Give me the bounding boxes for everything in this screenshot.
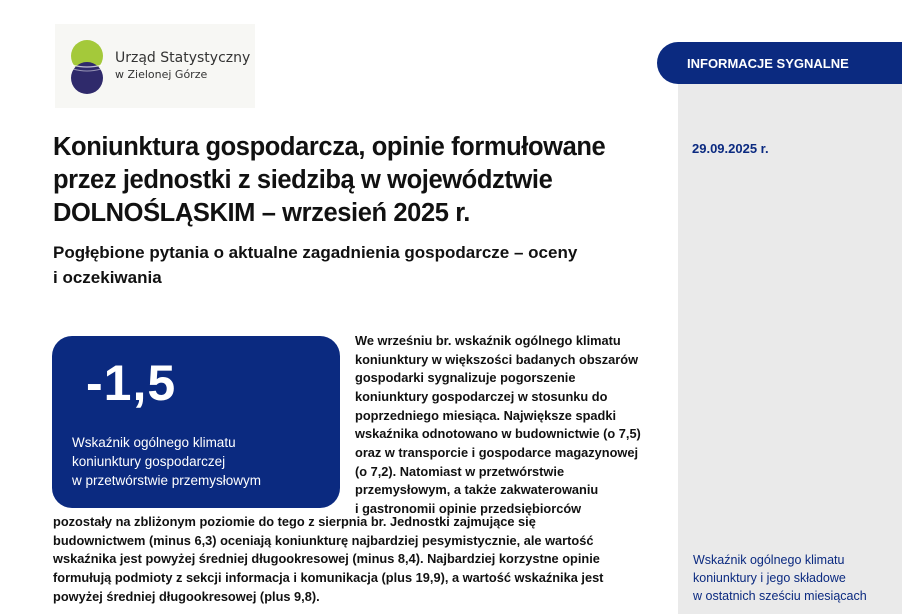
kpi-value: -1,5 [86, 355, 177, 411]
logo-line-1: Urząd Statystyczny [115, 50, 251, 66]
body-line: wskaźnika jest powyżej średniej długookresowej (minus 8,4). Najbardziej korzystne opinie [53, 551, 600, 567]
title-line: przez jednostki z siedzibą w województwie [53, 166, 553, 195]
body-line: powyżej średniej długookresowej (plus 9,8). [53, 588, 320, 604]
logo-text [115, 50, 250, 81]
subtitle-line: Pogłębione pytania o aktualne zagadnienia gospodarcze – oceny [53, 243, 578, 262]
body-line: We wrześniu br. wskaźnik ogólnego klimatu [355, 333, 621, 348]
info-tag-label: INFORMACJE SYGNALNE [687, 55, 849, 71]
body-line: koniunktury gospodarczej w stosunku do [355, 389, 608, 405]
kpi-box [52, 336, 340, 508]
body-line: wskaźnika odnotowano w budownictwie (o 7,5) [355, 426, 641, 442]
page-subtitle [53, 241, 633, 290]
body-line: i gastronomii opinie przedsiębiorców [355, 501, 582, 517]
body-line: gospodarki sygnalizuje pogorszenie [355, 370, 576, 386]
kpi-label-line: Wskaźnik ogólnego klimatu [72, 435, 236, 450]
body-line: formułują podmioty z sekcji informacja i komunikacja (plus 19,9), a wartość wskaźnika jest [53, 570, 604, 586]
kpi-label-line: koniunktury gospodarczej [72, 453, 226, 469]
kpi-label [72, 434, 261, 491]
publication-date: 29.09.2025 r. [692, 141, 769, 156]
title-line: Koniunktura gospodarcza, opinie formułowane [53, 133, 606, 161]
kpi-label-line: w przetwórstwie przemysłowym [72, 472, 262, 488]
side-caption-line: w ostatnich sześciu miesiącach [693, 588, 867, 603]
body-line: oraz w transporcie i gospodarce magazynowej [355, 445, 639, 461]
body-line: koniunktury w większości badanych obszarów [355, 351, 639, 367]
subtitle-line: i oczekiwania [53, 267, 162, 287]
logo-area [55, 24, 255, 108]
page-title [53, 131, 633, 230]
logo-line-2: w Zielonej Górze [115, 67, 208, 81]
body-line: budownictwem (minus 6,3) oceniają koniunkturę najbardziej pesymistycznie, ale wartość [53, 532, 594, 548]
body-paragraph-full [53, 513, 673, 606]
side-caption-line: koniunktury i jego składowe [693, 570, 846, 585]
side-caption [693, 552, 893, 605]
body-line: pozostały na zbliżonym poziomie do tego z sierpnia br. Jednostki zajmujące się [53, 514, 536, 529]
logo-icon [69, 39, 105, 95]
body-line: przemysłowym, a także zakwaterowaniu [355, 482, 599, 498]
info-tag [657, 42, 902, 84]
title-line: DOLNOŚLĄSKIM – wrzesień 2025 r. [53, 199, 470, 228]
side-caption-line: Wskaźnik ogólnego klimatu [693, 553, 845, 567]
body-line: (o 7,2). Natomiast w przetwórstwie [355, 463, 565, 479]
body-line: poprzedniego miesiąca. Największe spadki [355, 407, 617, 423]
body-paragraph-right [355, 332, 675, 519]
right-panel [678, 84, 902, 614]
